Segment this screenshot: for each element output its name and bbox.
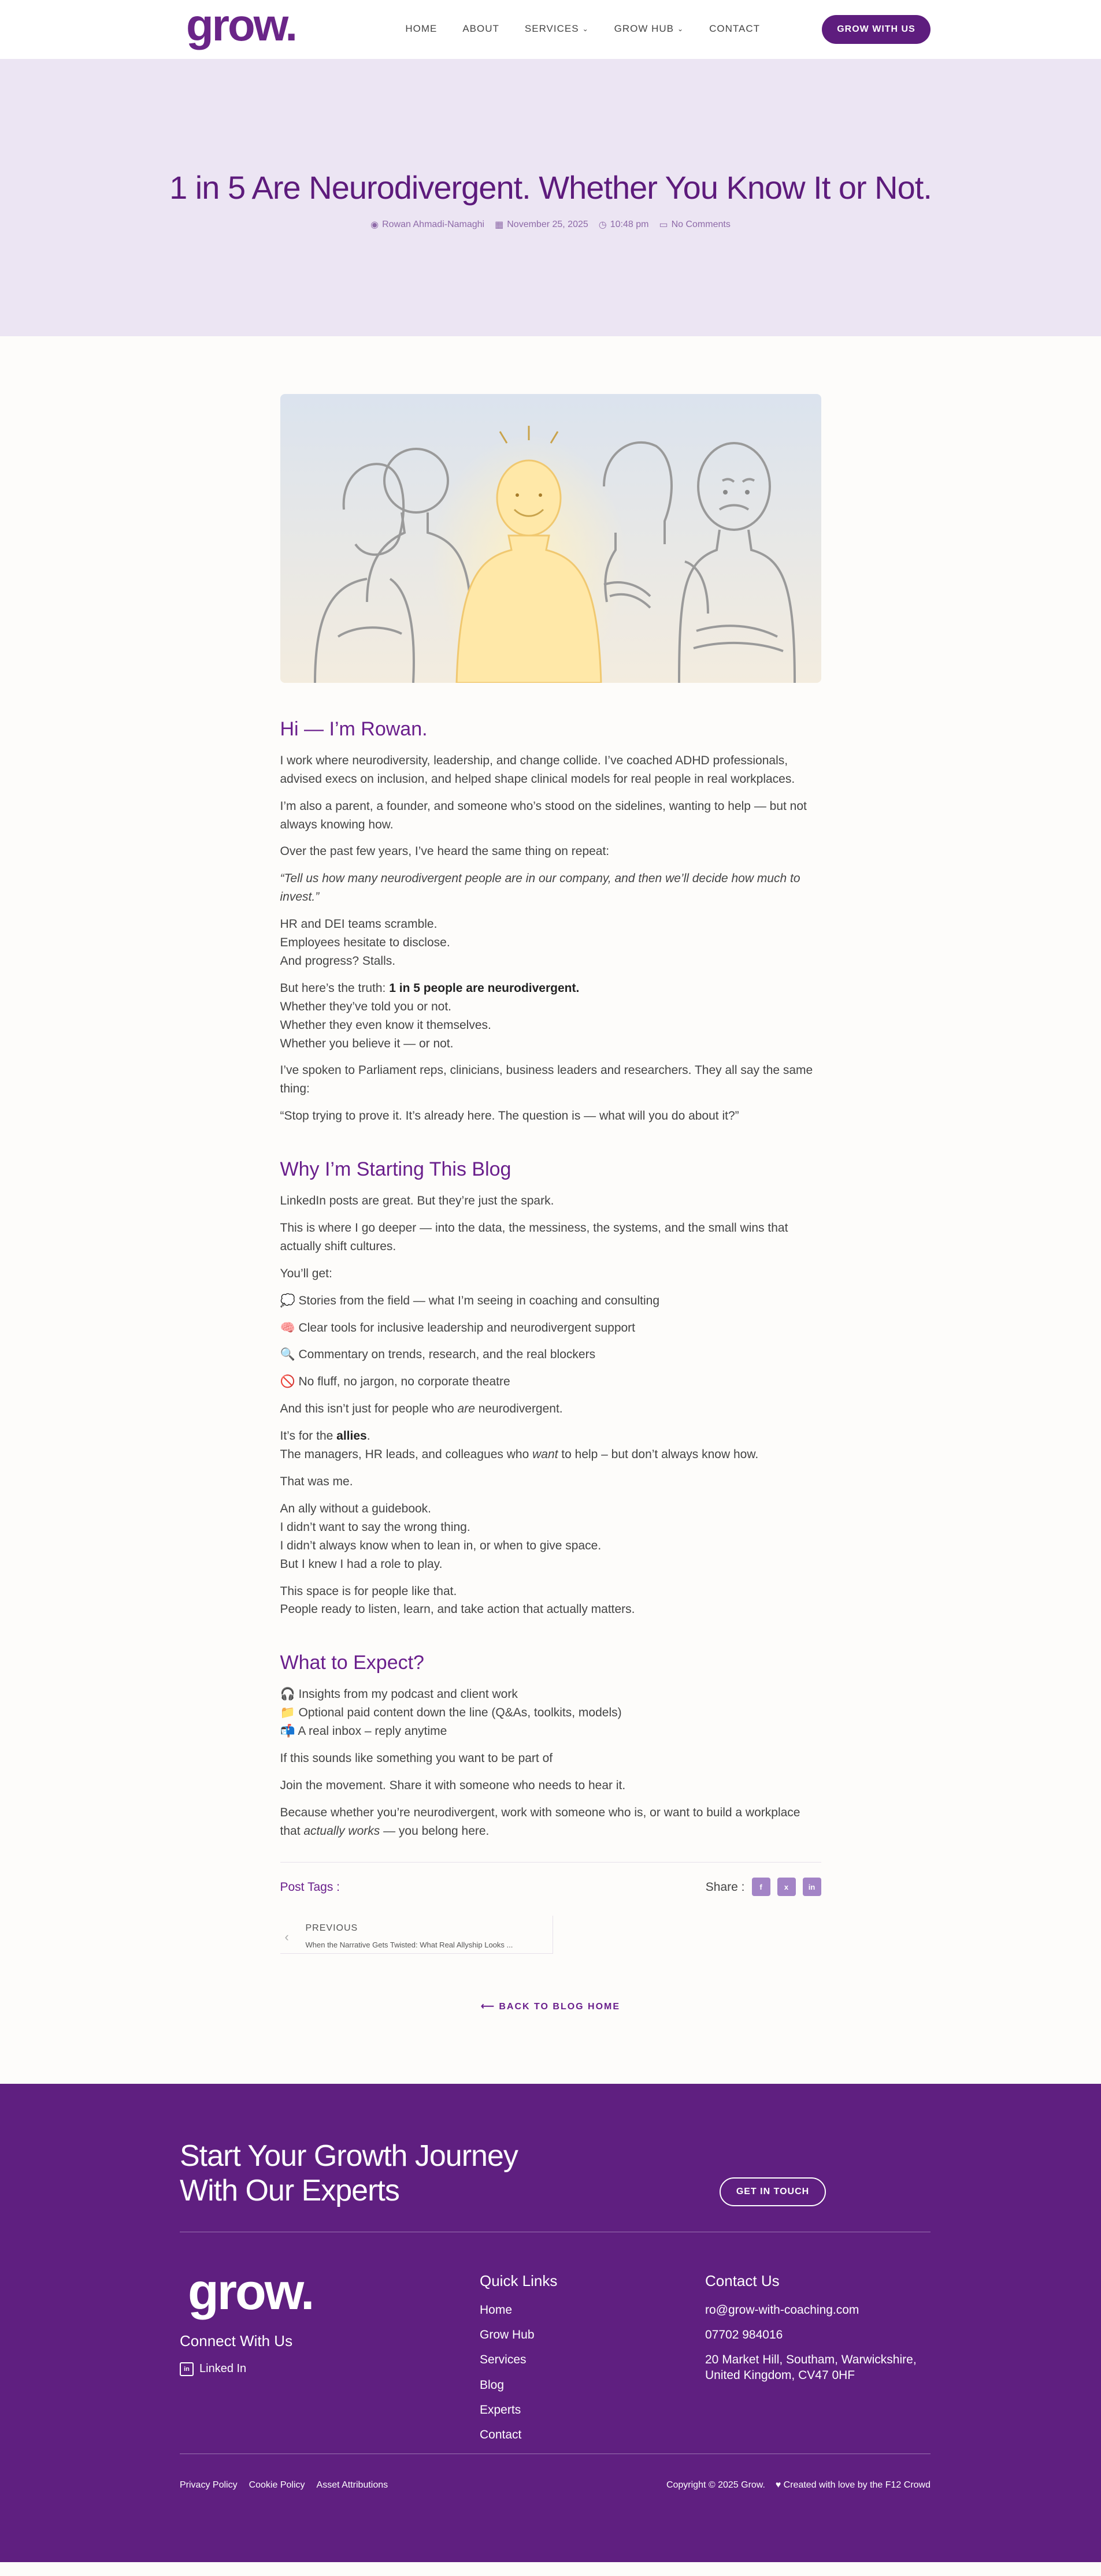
- paragraph: This space is for people like that. People ready to listen, learn, and take action that actually matters.: [280, 1584, 635, 1616]
- contact-phone[interactable]: 07702 984016: [705, 2328, 783, 2342]
- paragraph: Join the movement. Share it with someone who needs to hear it.: [280, 1778, 626, 1792]
- illustration-people: [280, 394, 821, 683]
- quick-links: [480, 2272, 557, 2453]
- get-in-touch-button[interactable]: GET IN TOUCH: [720, 2177, 826, 2206]
- section-heading-intro: Hi — I’m Rowan.: [280, 718, 428, 740]
- copyright: Copyright © 2025 Grow. ♥ Created with love by the F12 Crowd: [666, 2480, 931, 2490]
- article: [280, 336, 821, 2014]
- contact-address: 20 Market Hill, Southam, Warwickshire, United Kingdom, CV47 0HF: [705, 2353, 917, 2382]
- share-facebook-button[interactable]: f: [752, 1878, 770, 1896]
- headphones-icon: 🎧: [280, 1687, 295, 1701]
- share-x-button[interactable]: x: [777, 1878, 796, 1896]
- contact-info: [705, 2272, 917, 2393]
- paragraph: An ally without a guidebook. I didn’t want to say the wrong thing. I didn’t always know when to lean in, or when to give space. But I knew I had a role to play.: [280, 1501, 602, 1571]
- folder-icon: 📁: [280, 1706, 295, 1720]
- paragraph: And this isn’t just for people who are neurodivergent.: [280, 1402, 563, 1416]
- chevron-left-icon: ‹: [284, 1930, 289, 1945]
- featured-image: [280, 394, 821, 683]
- previous-label: PREVIOUS: [305, 1923, 358, 1934]
- heart-icon: ♥: [775, 2480, 781, 2490]
- asset-attributions-link[interactable]: Asset Attributions: [316, 2480, 388, 2490]
- paragraph: If this sounds like something you want to be part of: [280, 1751, 553, 1765]
- paragraph: HR and DEI teams scramble. Employees hesitate to disclose. And progress? Stalls.: [280, 917, 450, 968]
- post-time: ◷ 10:48 pm: [598, 220, 649, 230]
- comment-icon: ▭: [659, 220, 668, 230]
- nav-contact[interactable]: CONTACT: [709, 23, 760, 34]
- nav-home[interactable]: HOME: [405, 23, 438, 34]
- list-item: 🧠 Clear tools for inclusive leadership and neurodivergent support: [280, 1321, 636, 1335]
- connect-heading: Connect With Us: [180, 2332, 293, 2350]
- chevron-down-icon: ⌄: [582, 25, 589, 33]
- back-to-blog-link[interactable]: ⟵ BACK TO BLOG HOME: [480, 2002, 621, 2012]
- linkedin-icon: in: [180, 2362, 194, 2376]
- contact-email[interactable]: ro@grow-with-coaching.com: [705, 2303, 859, 2317]
- footer-link-services[interactable]: Services: [480, 2353, 527, 2367]
- paragraph: That was me.: [280, 1474, 353, 1488]
- footer-logo[interactable]: grow.: [188, 2262, 313, 2320]
- paragraph: I’m also a parent, a founder, and someone who’s stood on the sidelines, wanting to help — but not always knowing how.: [280, 799, 807, 831]
- footer-link-contact[interactable]: Contact: [480, 2428, 522, 2442]
- contact-heading: Contact Us: [705, 2272, 780, 2289]
- list-item: 🚫 No fluff, no jargon, no corporate theatre: [280, 1375, 510, 1389]
- user-icon: ◉: [370, 220, 379, 230]
- quote: “Stop trying to prove it. It’s already here. The question is — what will you do about it?”: [280, 1109, 739, 1123]
- quick-links-heading: Quick Links: [480, 2272, 558, 2289]
- post-author[interactable]: ◉ Rowan Ahmadi-Namaghi: [370, 220, 485, 230]
- site-logo[interactable]: grow.: [186, 0, 296, 50]
- chevron-down-icon: ⌄: [677, 25, 684, 33]
- main-nav: [405, 23, 760, 35]
- footer-cta-title: Start Your Growth Journey With Our Experts: [180, 2139, 518, 2207]
- post-content: [280, 683, 821, 2014]
- post-meta: [0, 219, 1101, 231]
- paragraph: But here’s the truth: 1 in 5 people are neurodivergent. Whether they’ve told you or not. Whether they even know it themselves. Whether you believe it — or not.: [280, 981, 580, 1050]
- footer-link-grow-hub[interactable]: Grow Hub: [480, 2328, 535, 2342]
- footer-link-blog[interactable]: Blog: [480, 2378, 505, 2392]
- linkedin-link[interactable]: in Linked In: [180, 2362, 246, 2376]
- calendar-icon: ▦: [495, 220, 504, 230]
- paragraph: LinkedIn posts are great. But they’re just the spark.: [280, 1194, 554, 1207]
- paragraph: This is where I go deeper — into the data, the messiness, the systems, and the small wins that actually shift cultures.: [280, 1221, 788, 1253]
- expect-list: 🎧 Insights from my podcast and client work 📁 Optional paid content down the line (Q&As, toolkits, models) 📬 A real inbox – reply anytime: [280, 1687, 622, 1738]
- site-header: [0, 0, 1101, 59]
- quote: “Tell us how many neurodivergent people are in our company, and then we’ll decide how much to invest.”: [280, 872, 800, 904]
- nav-about[interactable]: ABOUT: [462, 23, 499, 34]
- section-heading-why: Why I’m Starting This Blog: [280, 1158, 511, 1181]
- post-hero: [0, 59, 1101, 336]
- share-linkedin-button[interactable]: in: [803, 1878, 821, 1896]
- thought-bubble-icon: 💭: [280, 1293, 295, 1307]
- nav-services[interactable]: SERVICES ⌄: [524, 23, 589, 34]
- paragraph: I work where neurodiversity, leadership, and change collide. I’ve coached ADHD professionals, advised execs on inclusion, and helped shape clinical models for real people in real workplaces.: [280, 753, 795, 786]
- cookie-policy-link[interactable]: Cookie Policy: [249, 2480, 305, 2490]
- brain-icon: 🧠: [280, 1321, 295, 1335]
- previous-title: When the Narrative Gets Twisted: What Real Allyship Looks ...: [305, 1940, 513, 1949]
- paragraph: Over the past few years, I’ve heard the same thing on repeat:: [280, 845, 610, 858]
- previous-post-link[interactable]: [280, 1916, 553, 1954]
- share-label: Share :: [705, 1880, 745, 1894]
- no-entry-icon: 🚫: [280, 1375, 295, 1389]
- magnifier-icon: 🔍: [280, 1348, 295, 1362]
- list-item: 🔍 Commentary on trends, research, and the real blockers: [280, 1348, 596, 1362]
- mailbox-icon: 📬: [280, 1724, 295, 1738]
- footer-bottom: [180, 2480, 931, 2490]
- arrow-left-icon: ⟵: [480, 2002, 495, 2012]
- footer-link-home[interactable]: Home: [480, 2303, 513, 2317]
- section-heading-expect: What to Expect?: [280, 1652, 424, 1674]
- share-bar: [706, 1878, 821, 1896]
- paragraph: I’ve spoken to Parliament reps, clinicians, business leaders and researchers. They all say the same thing:: [280, 1064, 813, 1096]
- list-item: 💭 Stories from the field — what I’m seeing in coaching and consulting: [280, 1293, 659, 1307]
- post-title: 1 in 5 Are Neurodivergent. Whether You Know It or Not.: [169, 169, 932, 206]
- site-footer: [0, 2084, 1101, 2562]
- paragraph: Because whether you’re neurodivergent, work with someone who is, or want to build a workplace that actually works — you belong here.: [280, 1805, 800, 1838]
- post-comments[interactable]: ▭ No Comments: [659, 220, 731, 230]
- privacy-policy-link[interactable]: Privacy Policy: [180, 2480, 238, 2490]
- paragraph: You’ll get:: [280, 1266, 332, 1280]
- clock-icon: ◷: [598, 220, 607, 230]
- footer-link-experts[interactable]: Experts: [480, 2403, 521, 2417]
- post-tags: Post Tags :: [280, 1880, 340, 1894]
- tags-share-row: [280, 1862, 821, 1896]
- post-date: ▦ November 25, 2025: [495, 220, 588, 230]
- grow-with-us-button[interactable]: GROW WITH US: [822, 15, 931, 44]
- nav-grow-hub[interactable]: GROW HUB ⌄: [614, 23, 684, 34]
- paragraph: It’s for the allies. The managers, HR leads, and colleagues who want to help – but don’t always know how.: [280, 1429, 759, 1462]
